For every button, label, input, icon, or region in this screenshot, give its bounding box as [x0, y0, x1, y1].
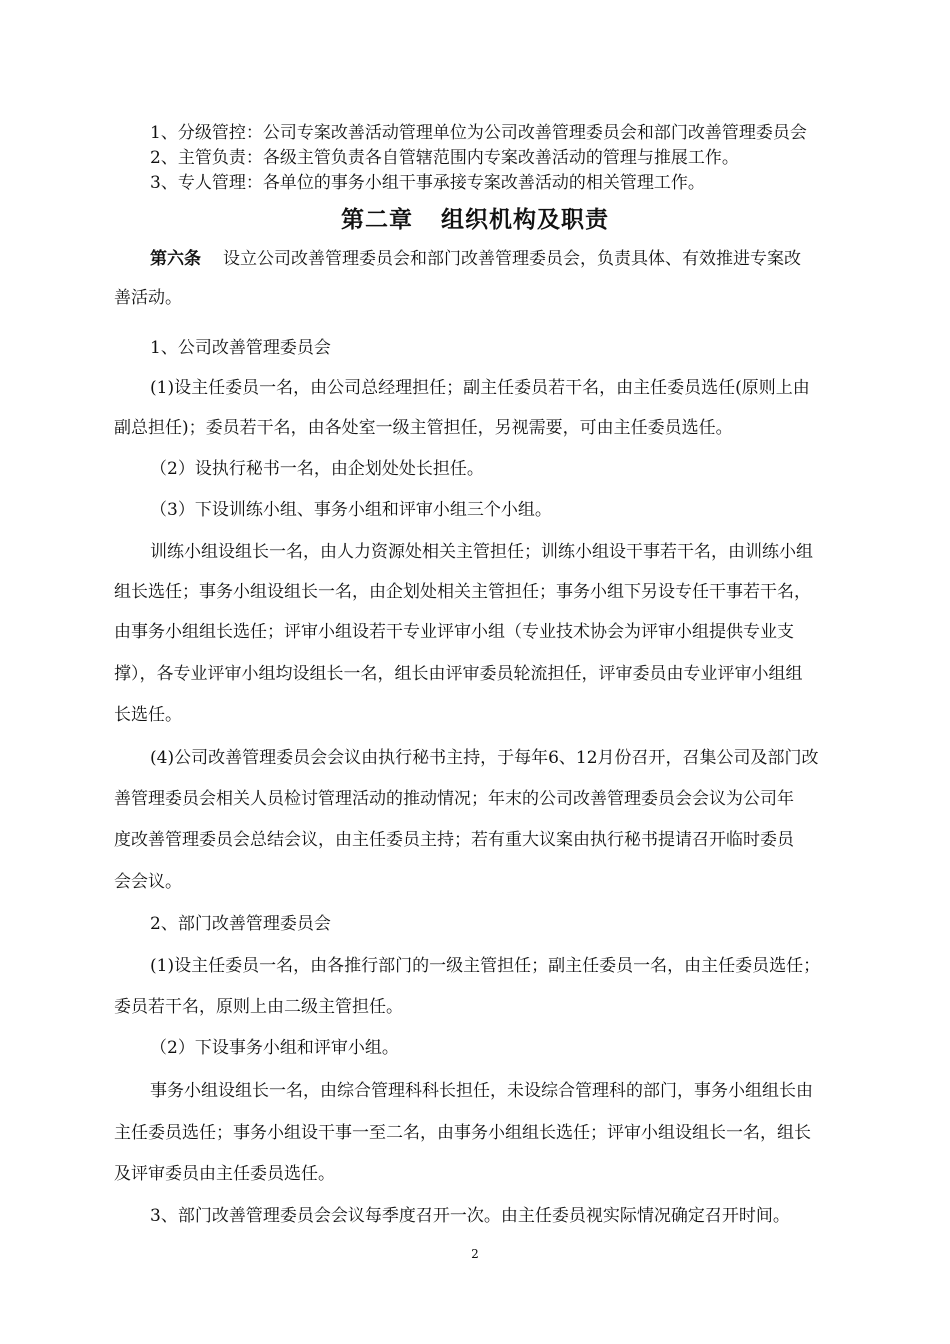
department-groups-line-1: 事务小组设组长一名，由综合管理科科长担任，未设综合管理科的部门，事务小组组长由 [150, 1081, 813, 1101]
chapter-title: 组织机构及职责 [441, 206, 609, 233]
company-groups-line-4: 撑），各专业评审小组均设组长一名，组长由评审委员轮流担任，评审委员由专业评审小组组 [114, 664, 803, 684]
company-committee-heading: 1、公司改善管理委员会 [150, 338, 331, 358]
article-text-1: 设立公司改善管理委员会和部门改善管理委员会，负责具体、有效推进专案改 [223, 249, 801, 269]
company-item1-line-1: (1)设主任委员一名，由公司总经理担任；副主任委员若干名，由主任委员选任(原则上由 [150, 378, 810, 398]
company-groups-line-2: 组长选任；事务小组设组长一名，由企划处相关主管担任；事务小组下另设专任干事若干名， [114, 582, 811, 602]
company-item1-line-2: 副总担任)；委员若干名，由各处室一级主管担任，另视需要，可由主任委员选任。 [114, 418, 733, 438]
company-item3: （3）下设训练小组、事务小组和评审小组三个小组。 [150, 500, 552, 520]
company-item4-line-3: 度改善管理委员会总结会议，由主任委员主持；若有重大议案由执行秘书提请召开临时委员 [114, 830, 794, 850]
article-label: 第六条 [150, 249, 201, 269]
chapter-heading [0, 205, 950, 235]
intro-item-2: 2、主管负责：各级主管负责各自管辖范围内专案改善活动的管理与推展工作。 [150, 148, 739, 168]
article-line-2: 善活动。 [114, 288, 182, 308]
company-item2: （2）设执行秘书一名，由企划处处长担任。 [150, 459, 484, 479]
department-groups-line-3: 及评审委员由主任委员选任。 [114, 1164, 335, 1184]
company-groups-line-3: 由事务小组组长选任；评审小组设若干专业评审小组（专业技术协会为评审小组提供专业支 [114, 622, 794, 642]
intro-item-1: 1、分级管控：公司专案改善活动管理单位为公司改善管理委员会和部门改善管理委员会 [150, 123, 807, 143]
intro-item-3: 3、专人管理：各单位的事务小组干事承接专案改善活动的相关管理工作。 [150, 173, 705, 193]
department-item2: （2）下设事务小组和评审小组。 [150, 1038, 399, 1058]
page-number: 2 [471, 1247, 479, 1261]
chapter-number: 第二章 [341, 206, 413, 233]
department-committee-heading: 2、部门改善管理委员会 [150, 914, 331, 934]
article-line-1 [150, 247, 801, 271]
department-item1-line-1: (1)设主任委员一名，由各推行部门的一级主管担任；副主任委员一名，由主任委员选任； [150, 956, 821, 976]
company-item4-line-1: (4)公司改善管理委员会会议由执行秘书主持，于每年6、12月份召开，召集公司及部门改 [150, 748, 819, 768]
meeting-rule: 3、部门改善管理委员会会议每季度召开一次。由主任委员视实际情况确定召开时间。 [150, 1206, 790, 1226]
department-item1-line-2: 委员若干名，原则上由二级主管担任。 [114, 997, 403, 1017]
company-item4-line-2: 善管理委员会相关人员检讨管理活动的推动情况；年末的公司改善管理委员会会议为公司年 [114, 789, 794, 809]
department-groups-line-2: 主任委员选任；事务小组设干事一至二名，由事务小组组长选任；评审小组设组长一名，组长 [114, 1123, 811, 1143]
company-groups-line-1: 训练小组设组长一名，由人力资源处相关主管担任；训练小组设干事若干名，由训练小组 [150, 542, 813, 562]
company-groups-line-5: 长选任。 [114, 705, 182, 725]
company-item4-line-4: 会会议。 [114, 872, 182, 892]
